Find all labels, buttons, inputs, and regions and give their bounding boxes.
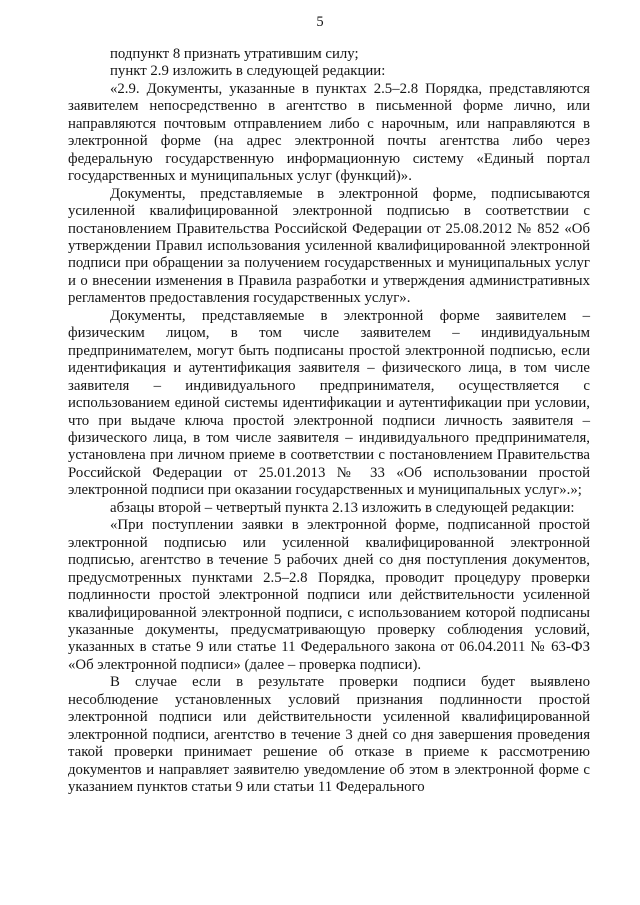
paragraph: Документы, представляемые в электронной форме, подписываются усиленной квалифицированной электронной подписью в соответствии с постановлением Правительства Российской Федерации от 25.08.2012 № 852 «Об утверждении Правил использования усиленной квалифицированной электронной подписи при обращении за получением государственных и муниципальных услуг и о внесении изменения в Правила разработки и утверждения административных регламентов предоставления государственных услуг». bbox=[68, 185, 590, 307]
document-body bbox=[68, 46, 590, 796]
paragraph: абзацы второй – четвертый пункта 2.13 изложить в следующей редакции: bbox=[110, 499, 575, 516]
paragraph: подпункт 8 признать утратившим силу; bbox=[110, 46, 359, 62]
paragraph: «При поступлении заявки в электронной форме, подписанной простой электронной подписью или усиленной квалифицированной электронной подписью, агентство в течение 5 рабочих дней со дня поступления документов, предусмотренных пунктами 2.5–2.8 Порядка, проводит процедуру проверки подлинности простой электронной подписи или действительности усиленной квалифицированной электронной подписи, с использованием которой подписаны указанные документы, предусматривающую проверку соблюдения условий, указанных в статье 9 или статье 11 Федерального закона от 06.04.2011 № 63-ФЗ «Об электронной подписи» (далее – проверка подписи). bbox=[68, 517, 590, 673]
paragraph: Документы, представляемые в электронной форме заявителем – физическим лицом, в том числе заявителем – индивидуальным предпринимателем, могут быть подписаны простой электронной подписью, если идентификация и аутентификация заявителя – физического лица, в том числе заявителя – индивидуального предпринимателя, осуществляется с использованием единой системы идентификации и аутентификации при условии, что при выдаче ключа простой электронной подписи личность заявителя – физического лица, в том числе заявителя – индивидуального предпринимателя, установлена при личном приеме в соответствии с постановлением Правительства Российской Федерации от 25.01.2013 № 33 «Об использовании простой электронной подписи при оказании государственных и муниципальных услуг».»; bbox=[68, 307, 590, 499]
paragraph: В случае если в результате проверки подписи будет выявлено несоблюдение установленных условий признания подлинности простой электронной подписи или действительности усиленной квалифицированной электронной подписи, агентство в течение 3 дней со дня завершения проведения такой проверки принимает решение об отказе в приеме к рассмотрению документов и направляет заявителю уведомление об этом в электронной форме с указанием пунктов статьи 9 или статьи 11 Федерального bbox=[68, 674, 590, 796]
page-number: 5 bbox=[316, 14, 324, 30]
paragraph: пункт 2.9 изложить в следующей редакции: bbox=[110, 63, 386, 80]
paragraph: «2.9. Документы, указанные в пунктах 2.5–2.8 Порядка, представляются заявителем непосредственно в агентство в письменной форме лично, или направляются почтовым отправлением либо с нарочным, или направляются в электронной форме (на адрес электронной почты агентства либо через федеральную государственную информационную систему «Единый портал государственных и муниципальных услуг (функций)». bbox=[68, 80, 590, 185]
